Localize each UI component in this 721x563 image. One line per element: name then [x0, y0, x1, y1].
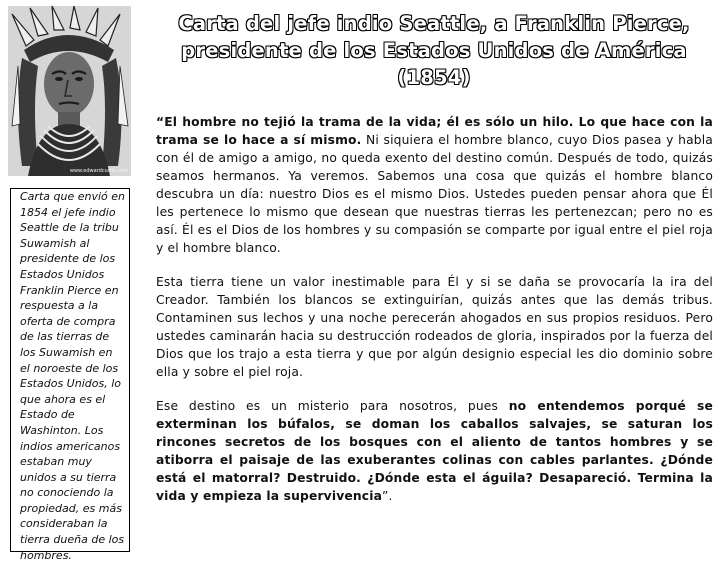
- paragraph-3-bold-tail: no entendemos porqué se exterminan los búfalos, se doman los caballos salvajes, se saturan los rincones secretos de los bosques con el aliento de tantos hombres y se atiborra el paisaje de las exuberantes colinas con cables parlantes. ¿Dónde está el matorral? Destruido. ¿Dónde esta el águila? Desapareció. Termina la vida y empieza la supervivencia: [156, 399, 713, 503]
- paragraph-3-closing: ”.: [382, 489, 393, 503]
- page-title: Carta del jefe indio Seattle, a Franklin Pierce, presidente de los Estados Unidos de América (1854): [178, 12, 690, 89]
- portrait-image: [8, 6, 131, 176]
- sidebar-text: Carta que envió en 1854 el jefe indio Seattle de la tribu Suwamish al presidente de los Estados Unidos Franklin Pierce en respuesta a la oferta de compra de las tierras de los Suwamish en el noroeste de los Estados Unidos, lo que ahora es el Estado de Washinton. Los indios americanos estaban muy unidos a su tierra no conociendo la propiedad, es más consideraban la tierra dueña de los hombres.: [20, 190, 125, 562]
- chief-seattle-portrait: [8, 6, 131, 176]
- paragraph-3-text: Ese destino es un misterio para nosotros, pues: [156, 399, 509, 413]
- letter-body: [156, 113, 713, 505]
- paragraph-3: [156, 397, 713, 505]
- portrait-caption: www.edwardcurtis.com: [69, 168, 128, 174]
- paragraph-1: [156, 113, 713, 257]
- sidebar-note: [10, 188, 130, 562]
- paragraph-2: [156, 273, 713, 381]
- paragraph-2-text: Esta tierra tiene un valor inestimable para Él y si se daña se provocaría la ira del Creador. También los blancos se extinguirían, quizás antes que las demás tribus. Contaminen sus lechos y una noche perecerán ahogados en sus propios residuos. Pero ustedes caminarán hacia su destrucción rodeados de gloria, inspirados por la fuerza del Dios que los trajo a esta tierra y que por algún designio especial les dio dominio sobre ella y sobre el piel roja.: [156, 275, 713, 379]
- paragraph-1-text: Ni siquiera el hombre blanco, cuyo Dios pasea y habla con él de amigo a amigo, no queda exento del destino común. Después de todo, quizás seamos hermanos. Ya veremos. Sabemos una cosa que quizás el hombre blanco descubra un día: nuestro Dios es el mismo Dios. Ustedes pueden pensar ahora que Él les pertenece lo mismo que desean que nuestras tierras les pertenezcan; pero no es así. Él es el Dios de los hombres y su compasión se comparte por igual entre el piel roja y el hombre blanco.: [156, 133, 713, 255]
- paragraph-1-bold-lead: “El hombre no tejió la trama de la vida; él es sólo un hilo. Lo que hace con la trama se lo hace a sí mismo.: [156, 115, 713, 147]
